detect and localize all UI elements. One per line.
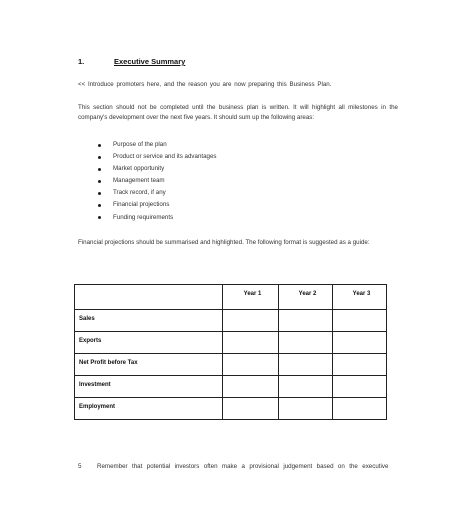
footnote-mark: 5 xyxy=(78,463,82,470)
table-cell xyxy=(279,398,333,420)
table-cell xyxy=(279,376,333,398)
table-header-cell: Year 1 xyxy=(223,285,279,310)
table-header-row xyxy=(75,285,387,310)
table-cell xyxy=(333,354,387,376)
bullet-text: Purpose of the plan xyxy=(113,141,167,148)
bullet-text: Market opportunity xyxy=(113,165,165,173)
table-cell xyxy=(223,398,279,420)
table-header-cell xyxy=(75,285,223,310)
projections-paragraph: Financial projections should be summarised and highlighted. The following format is suggested as a guide: xyxy=(78,239,370,246)
table-row xyxy=(75,354,387,376)
bullet-dot-icon xyxy=(98,156,101,159)
bullet-item xyxy=(98,164,217,176)
intro-paragraph: << Introduce promoters here, and the reason you are now preparing this Business Plan. xyxy=(78,81,332,88)
table-row xyxy=(75,376,387,398)
table-row xyxy=(75,398,387,420)
bullet-dot-icon xyxy=(98,180,101,183)
row-label: Exports xyxy=(75,332,223,354)
table-cell xyxy=(279,310,333,332)
bullet-text: Financial projections xyxy=(113,201,170,209)
table-cell xyxy=(223,376,279,398)
financial-projections-table xyxy=(74,284,387,420)
row-label: Investment xyxy=(75,376,223,398)
bullet-text: Management team xyxy=(113,177,165,185)
section-title: Executive Summary xyxy=(114,57,186,66)
row-label: Employment xyxy=(75,398,223,420)
section-number: 1. xyxy=(78,57,85,66)
bullet-dot-icon xyxy=(98,204,101,207)
bullet-text: Product or service and its advantages xyxy=(113,153,217,161)
table-cell xyxy=(333,398,387,420)
bullet-text: Funding requirements xyxy=(113,213,174,221)
row-label: Sales xyxy=(75,310,223,332)
table-cell xyxy=(223,354,279,376)
table-row xyxy=(75,332,387,354)
table-row xyxy=(75,310,387,332)
bullet-dot-icon xyxy=(98,192,101,195)
table-header-cell: Year 3 xyxy=(333,285,387,310)
bullet-item xyxy=(98,213,217,225)
bullet-item xyxy=(98,200,217,212)
bullet-dot-icon xyxy=(98,216,101,219)
bullet-item xyxy=(98,176,217,188)
table-cell xyxy=(333,376,387,398)
row-label: Net Profit before Tax xyxy=(75,354,223,376)
bullet-dot-icon xyxy=(98,144,101,147)
table-cell xyxy=(333,310,387,332)
bullet-item xyxy=(98,188,217,200)
table-header-cell: Year 2 xyxy=(279,285,333,310)
table-cell xyxy=(279,354,333,376)
bullet-item xyxy=(98,140,217,152)
body-paragraph: This section should not be completed until the business plan is written. It will highlight all milestones in the company's development over the next five years. It should sum up the following areas: xyxy=(78,104,398,121)
section-heading xyxy=(78,57,185,66)
table-cell xyxy=(279,332,333,354)
areas-bullet-list xyxy=(98,140,217,225)
bullet-text: Track record, if any xyxy=(113,189,166,197)
bullet-item xyxy=(98,152,217,164)
table-cell xyxy=(223,310,279,332)
footnote-text: Remember that potential investors often make a provisional judgement based on the executive xyxy=(97,463,389,470)
bullet-dot-icon xyxy=(98,168,101,171)
table-cell xyxy=(223,332,279,354)
footnote xyxy=(78,462,398,472)
table-cell xyxy=(333,332,387,354)
